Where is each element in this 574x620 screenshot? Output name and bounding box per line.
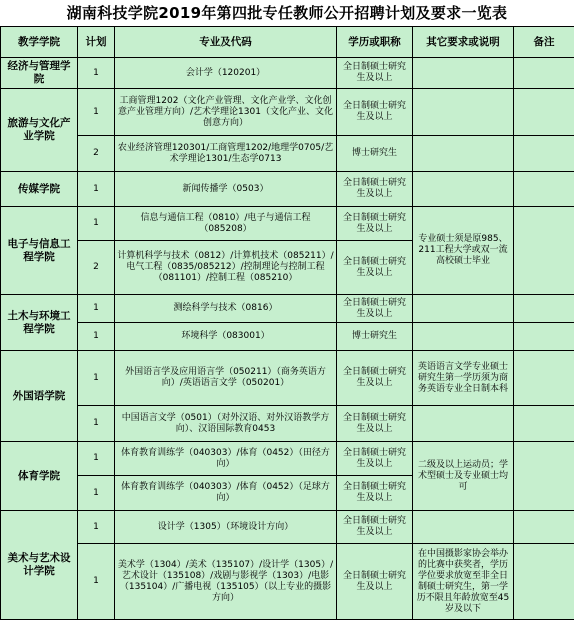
education-cell: 全日制硕士研究生及以上 xyxy=(337,442,413,476)
plan-cell: 1 xyxy=(78,207,115,241)
plan-cell: 1 xyxy=(78,406,115,442)
table-row xyxy=(1,351,574,406)
table-row xyxy=(1,544,574,620)
major-cell: 设计学（1305）（环境设计方向） xyxy=(115,511,337,544)
major-cell: 环境科学（083001） xyxy=(115,323,337,351)
education-cell: 全日制硕士研究生及以上 xyxy=(337,58,413,89)
college-foreign: 外国语学院 xyxy=(1,351,78,442)
header-other: 其它要求或说明 xyxy=(413,27,514,58)
major-cell: 农业经济管理120301/工商管理1202/地理学0705/艺术学理论1301/生态学0713 xyxy=(115,136,337,172)
table-row xyxy=(1,172,574,207)
header-remark: 备注 xyxy=(514,27,574,58)
remark-cell xyxy=(514,406,574,442)
education-cell: 全日制硕士研究生及以上 xyxy=(337,89,413,136)
header-education: 学历或职称 xyxy=(337,27,413,58)
other-cell xyxy=(413,406,514,442)
remark-cell xyxy=(514,89,574,136)
college-pe: 体育学院 xyxy=(1,442,78,511)
table-row xyxy=(1,295,574,323)
other-cell xyxy=(413,295,514,323)
other-cell xyxy=(413,136,514,172)
remark-cell xyxy=(514,136,574,172)
other-cell xyxy=(413,89,514,136)
education-cell: 全日制硕士研究生及以上 xyxy=(337,295,413,323)
college-econ: 经济与管理学院 xyxy=(1,58,78,89)
major-cell: 测绘科学与技术（0816） xyxy=(115,295,337,323)
major-cell: 体育教育训练学（040303）/体育（0452）（田径方向） xyxy=(115,442,337,476)
remark-cell xyxy=(514,58,574,89)
major-cell: 美术学（1304）/美术（135107）/设计学（1305）/艺术设计（135108）/戏剧与影视学（1303）/电影（135104）/广播电视（135105）（以上专业的摄影方向） xyxy=(115,544,337,620)
major-cell: 新闻传播学（0503） xyxy=(115,172,337,207)
other-cell: 二级及以上运动员；学术型硕士及专业硕士均可 xyxy=(413,442,514,511)
education-cell: 全日制硕士研究生及以上 xyxy=(337,544,413,620)
other-cell: 英语语言文学专业硕士研究生第一学历须为商务英语专业全日制本科 xyxy=(413,351,514,406)
other-cell xyxy=(413,172,514,207)
plan-cell: 1 xyxy=(78,323,115,351)
college-art: 美术与艺术设计学院 xyxy=(1,511,78,620)
major-cell: 中国语言文学（0501）（对外汉语、对外汉语教学方向）、汉语国际教育0453 xyxy=(115,406,337,442)
table-row xyxy=(1,406,574,442)
header-college: 教学学院 xyxy=(1,27,78,58)
remark-cell xyxy=(514,544,574,620)
major-cell: 外国语言学及应用语言学（050211）（商务英语方向）/英语语言文学（050201） xyxy=(115,351,337,406)
remark-cell xyxy=(514,323,574,351)
table-row xyxy=(1,89,574,136)
plan-cell: 1 xyxy=(78,511,115,544)
remark-cell xyxy=(514,172,574,207)
plan-cell: 1 xyxy=(78,58,115,89)
education-cell: 博士研究生 xyxy=(337,136,413,172)
other-cell xyxy=(413,323,514,351)
college-media: 传媒学院 xyxy=(1,172,78,207)
college-electronic: 电子与信息工程学院 xyxy=(1,207,78,295)
plan-cell: 1 xyxy=(78,544,115,620)
table-row xyxy=(1,136,574,172)
header-major: 专业及代码 xyxy=(115,27,337,58)
plan-cell: 1 xyxy=(78,295,115,323)
remark-cell xyxy=(514,511,574,544)
other-cell: 专业硕士须是原985、211工程大学或双一流高校硕士毕业 xyxy=(413,207,514,295)
header-plan: 计划 xyxy=(78,27,115,58)
table-row xyxy=(1,323,574,351)
education-cell: 博士研究生 xyxy=(337,323,413,351)
education-cell: 全日制硕士研究生及以上 xyxy=(337,351,413,406)
other-cell xyxy=(413,511,514,544)
plan-cell: 1 xyxy=(78,351,115,406)
education-cell: 全日制硕士研究生及以上 xyxy=(337,406,413,442)
page-title: 湖南科技学院2019年第四批专任教师公开招聘计划及要求一览表 xyxy=(0,0,574,26)
remark-cell xyxy=(514,351,574,406)
table-row xyxy=(1,58,574,89)
plan-cell: 1 xyxy=(78,89,115,136)
table-header-row xyxy=(1,27,574,58)
education-cell: 全日制硕士研究生及以上 xyxy=(337,511,413,544)
plan-cell: 2 xyxy=(78,241,115,295)
education-cell: 全日制硕士研究生及以上 xyxy=(337,207,413,241)
table-row xyxy=(1,442,574,476)
education-cell: 全日制硕士研究生及以上 xyxy=(337,476,413,511)
other-cell xyxy=(413,58,514,89)
major-cell: 信息与通信工程（0810）/电子与通信工程（085208） xyxy=(115,207,337,241)
remark-cell xyxy=(514,295,574,323)
other-cell: 在中国摄影家协会举办的比赛中获奖者，学历学位要求放宽至非全日制硕士研究生，第一学历不限且年龄放宽至45岁及以下 xyxy=(413,544,514,620)
table-row xyxy=(1,207,574,241)
remark-cell xyxy=(514,207,574,295)
plan-cell: 2 xyxy=(78,136,115,172)
major-cell: 计算机科学与技术（0812）/计算机技术（085211）/电气工程（0835/085212）/控制理论与控制工程（081101）/控制工程（085210） xyxy=(115,241,337,295)
major-cell: 工商管理1202（文化产业管理、文化产业学、文化创意产业管理方向）/艺术学理论1301（文化产业、文化创意方向） xyxy=(115,89,337,136)
education-cell: 全日制硕士研究生及以上 xyxy=(337,172,413,207)
table-row xyxy=(1,511,574,544)
college-tourism: 旅游与文化产业学院 xyxy=(1,89,78,172)
major-cell: 体育教育训练学（040303）/体育（0452）（足球方向） xyxy=(115,476,337,511)
plan-cell: 1 xyxy=(78,172,115,207)
college-civil: 土木与环境工程学院 xyxy=(1,295,78,351)
plan-cell: 1 xyxy=(78,442,115,476)
major-cell: 会计学（120201） xyxy=(115,58,337,89)
education-cell: 全日制硕士研究生及以上 xyxy=(337,241,413,295)
recruitment-table xyxy=(0,26,574,620)
plan-cell: 1 xyxy=(78,476,115,511)
remark-cell xyxy=(514,442,574,511)
